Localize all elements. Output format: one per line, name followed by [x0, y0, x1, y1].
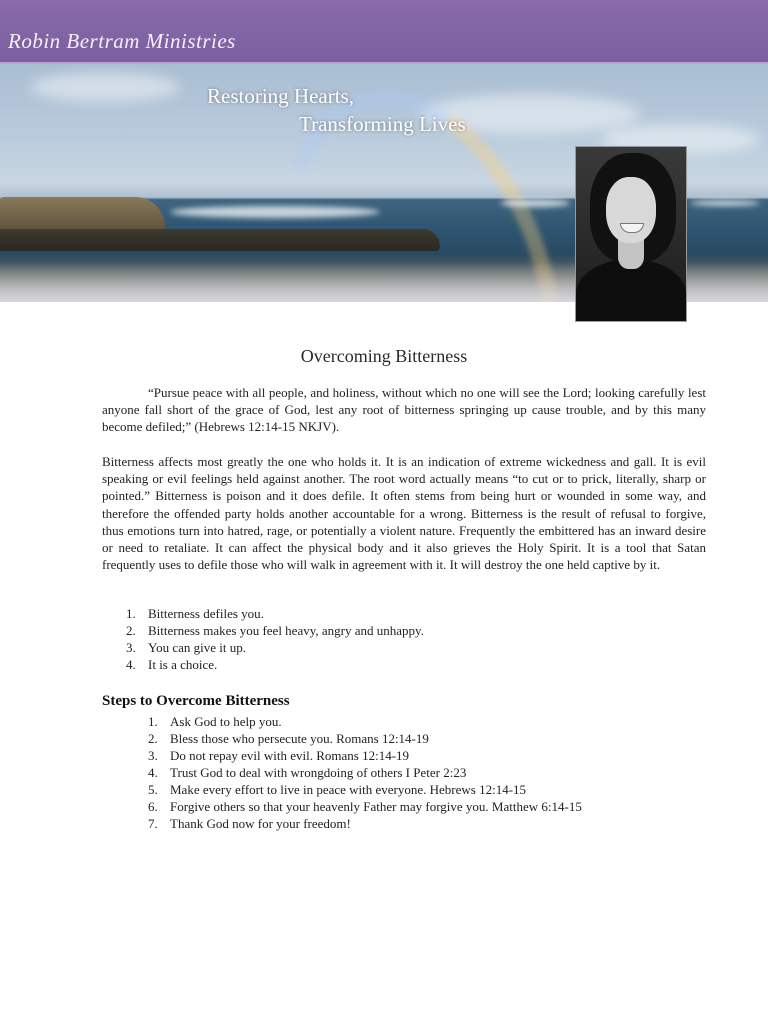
list-number: 5. [148, 782, 158, 797]
list-item [126, 605, 424, 622]
brand-name: Robin Bertram Ministries [8, 29, 236, 53]
list-text: Bitterness defiles you. [148, 606, 264, 621]
list-text: Ask God to help you. [170, 714, 282, 729]
list-item [148, 747, 582, 764]
header-bar [0, 0, 768, 64]
list-number: 4. [148, 765, 158, 780]
list-text: Forgive others so that your heavenly Father may forgive you. Matthew 6:14-15 [170, 799, 582, 814]
list-item [126, 639, 424, 656]
list-number: 2. [126, 623, 136, 638]
steps-heading: Steps to Overcome Bitterness [102, 693, 290, 709]
list-item [148, 764, 582, 781]
list-number: 3. [126, 640, 136, 655]
surf-shape [170, 206, 380, 218]
list-item [126, 622, 424, 639]
list-text: Trust God to deal with wrongdoing of others I Peter 2:23 [170, 765, 467, 780]
list-number: 7. [148, 816, 158, 831]
list-number: 1. [126, 606, 136, 621]
surf-shape [690, 200, 760, 206]
steps-list [148, 713, 582, 832]
surf-shape [500, 199, 570, 207]
list-text: Thank God now for your freedom! [170, 816, 351, 831]
rocks-shape [0, 229, 440, 251]
portrait-face [606, 177, 656, 243]
key-points-list [126, 605, 424, 673]
list-item [126, 656, 424, 673]
list-text: You can give it up. [148, 640, 246, 655]
list-text: Make every effort to live in peace with everyone. Hebrews 12:14-15 [170, 782, 527, 797]
list-number: 3. [148, 748, 158, 763]
list-item [148, 798, 582, 815]
list-number: 1. [148, 714, 158, 729]
list-item [148, 815, 582, 832]
article-title: Overcoming Bitterness [300, 346, 468, 366]
tagline-line-1: Restoring Hearts, [207, 84, 354, 108]
tagline-line-2: Transforming Lives [299, 112, 466, 136]
portrait-neck [618, 239, 644, 269]
list-number: 4. [126, 657, 136, 672]
list-text: Bless those who persecute you. Romans 12:14-19 [170, 731, 429, 746]
list-item [148, 713, 582, 730]
scripture-quote: “Pursue peace with all people, and holiness, without which no one will see the Lord; looking carefully lest anyone fall short of the grace of God, lest any root of bitterness springing up cause trouble, and by this many become defiled;” (Hebrews 12:14-15 NKJV). [102, 385, 706, 434]
author-portrait [575, 146, 687, 322]
body-paragraph: Bitterness affects most greatly the one who holds it. It is an indication of extreme wickedness and gall. It is evil speaking or evil feelings held against another. The root word actually means “to cut or to prick, literally, sharp or pointed.” Bitterness is poison and it does defile. It often stems from being hurt or wounded in some way, and therefore the offended party holds another accountable for a wrong. Bitterness is the result of refusal to forgive, thus emotions turn into hatred, rage, or potentially a violent nature. Frequently the embittered has an inward desire or need to retaliate. It can affect the physical body and it also grieves the Holy Spirit. It is a tool that Satan frequently uses to defile those who will walk in agreement with it. It will destroy the one held captive by it. [102, 454, 706, 573]
cloud-shape [30, 72, 180, 102]
list-number: 6. [148, 799, 158, 814]
list-text: Bitterness makes you feel heavy, angry and unhappy. [148, 623, 424, 638]
list-text: Do not repay evil with evil. Romans 12:14-19 [170, 748, 410, 763]
list-item [148, 730, 582, 747]
list-item [148, 781, 582, 798]
list-text: It is a choice. [148, 657, 218, 672]
list-number: 2. [148, 731, 158, 746]
